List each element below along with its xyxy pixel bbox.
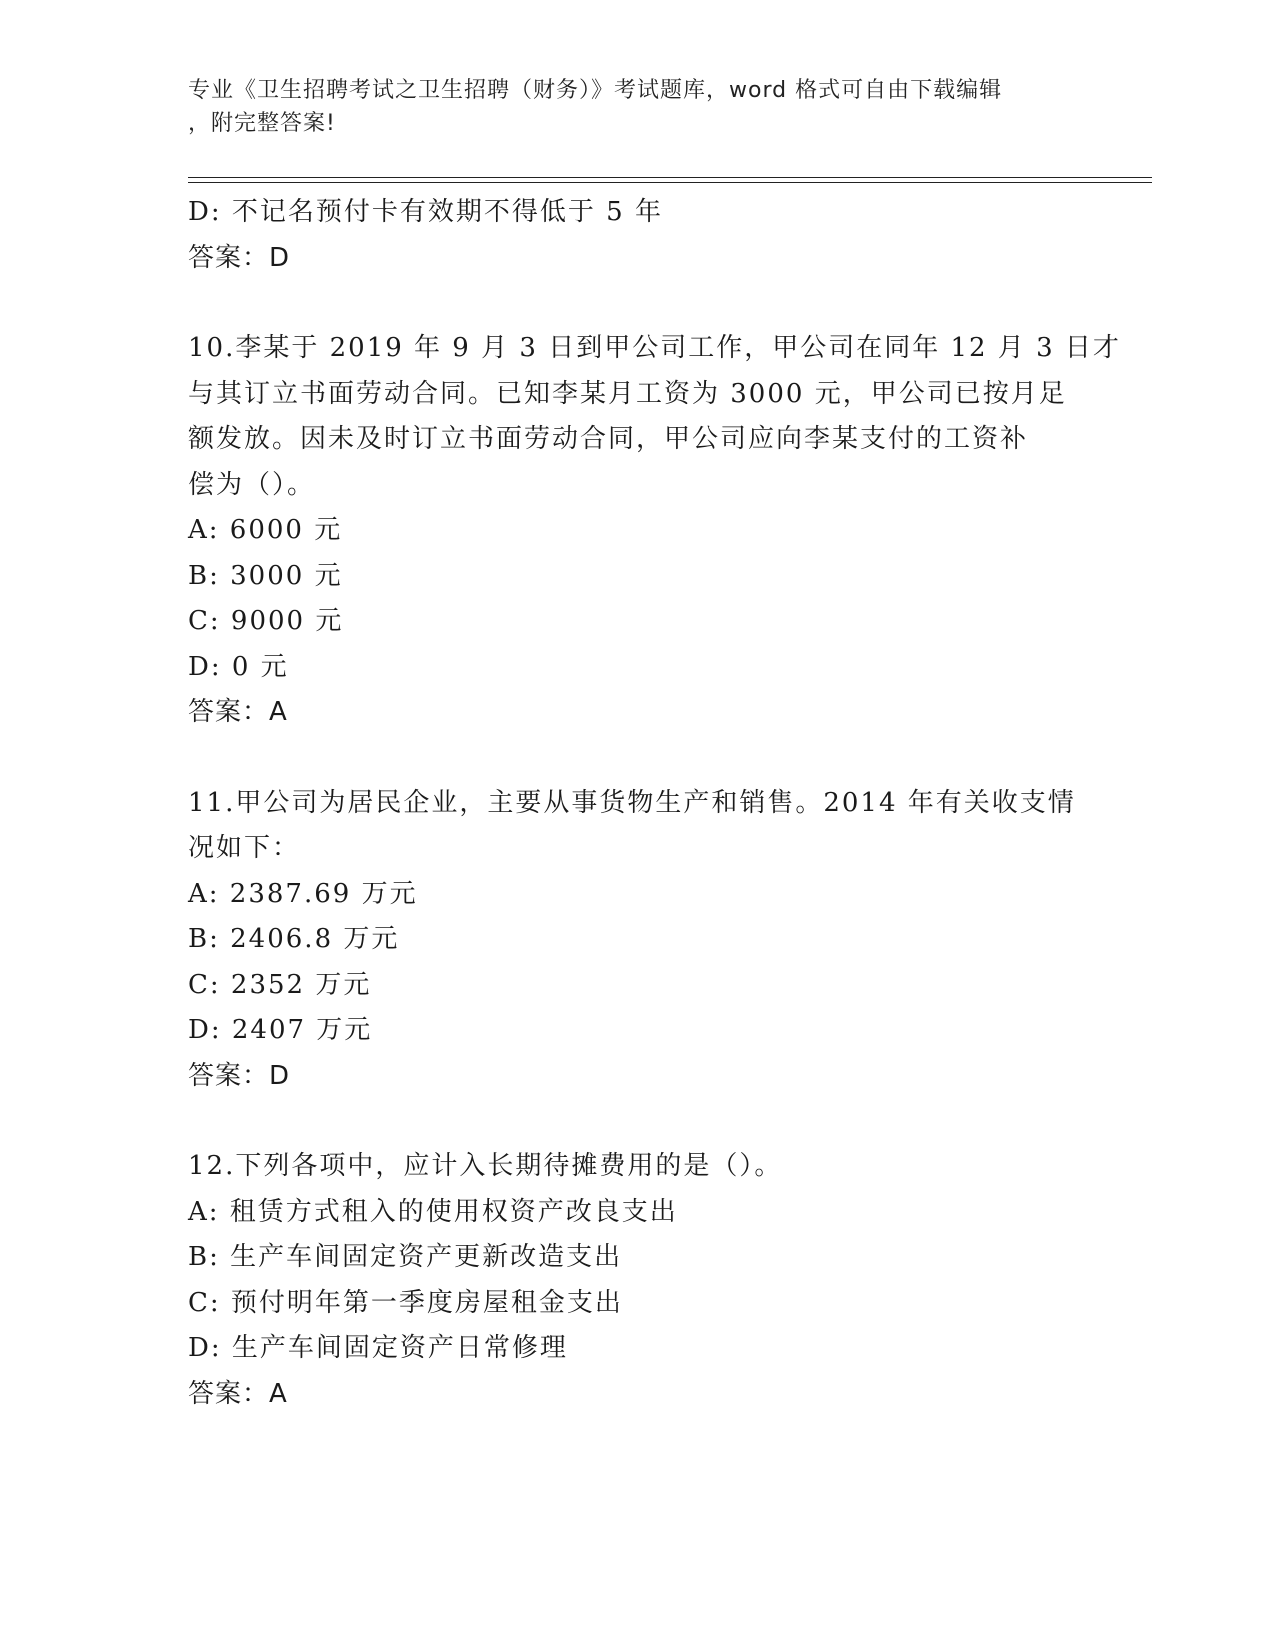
option-d: D: 0 元 — [188, 651, 289, 682]
question-stem-line: 偿为（）。 — [188, 469, 316, 500]
option-b: B: 生产车间固定资产更新改造支出 — [188, 1242, 623, 1272]
option-a: A: 6000 元 — [188, 515, 343, 545]
question-stem-line: 额发放。因未及时订立书面劳动合同，甲公司应向李某支付的工资补 — [188, 424, 1029, 454]
option-c: C: 2352 万元 — [188, 969, 372, 1000]
question-stem-line: 况如下： — [188, 833, 301, 863]
header-divider-bottom — [188, 182, 1152, 183]
question-stem-line: 10.李某于 2019 年 9 月 3 日到甲公司工作，甲公司在同年 12 月 3 日才 — [188, 333, 1121, 363]
option-a: A: 2387.69 万元 — [188, 878, 418, 909]
header-line-1: 专业《卫生招聘考试之卫生招聘（财务）》考试题库，word 格式可自由下载编辑 — [188, 78, 1003, 103]
option-a: A: 租赁方式租入的使用权资产改良支出 — [188, 1196, 678, 1227]
question-11 — [188, 781, 1088, 1100]
option-d: D: 不记名预付卡有效期不得低于 5 年 — [188, 197, 663, 227]
prev-question-tail — [188, 190, 1088, 281]
option-d: D: 生产车间固定资产日常修理 — [188, 1333, 568, 1363]
option-b: B: 3000 元 — [188, 560, 343, 591]
option-d: D: 2407 万元 — [188, 1015, 373, 1045]
header-divider-top — [188, 177, 1152, 178]
answer-line: 答案：A — [188, 697, 288, 727]
answer-line: 答案：D — [188, 242, 291, 273]
answer-line: 答案：A — [188, 1378, 288, 1409]
question-stem-line: 12.下列各项中，应计入长期待摊费用的是（）。 — [188, 1151, 783, 1181]
answer-line: 答案：D — [188, 1060, 291, 1091]
option-b: B: 2406.8 万元 — [188, 924, 400, 954]
question-stem-line: 与其订立书面劳动合同。已知李某月工资为 3000 元，甲公司已按月足 — [188, 378, 1067, 409]
page-header — [188, 74, 1088, 140]
option-c: C: 预付明年第一季度房屋租金支出 — [188, 1287, 623, 1318]
question-10 — [188, 326, 1121, 736]
header-line-2: ，附完整答案! — [188, 111, 336, 136]
option-c: C: 9000 元 — [188, 606, 344, 636]
document-body — [188, 190, 1121, 1417]
question-stem-line: 11.甲公司为居民企业，主要从事货物生产和销售。2014 年有关收支情 — [188, 787, 1076, 818]
question-12 — [188, 1144, 1088, 1417]
